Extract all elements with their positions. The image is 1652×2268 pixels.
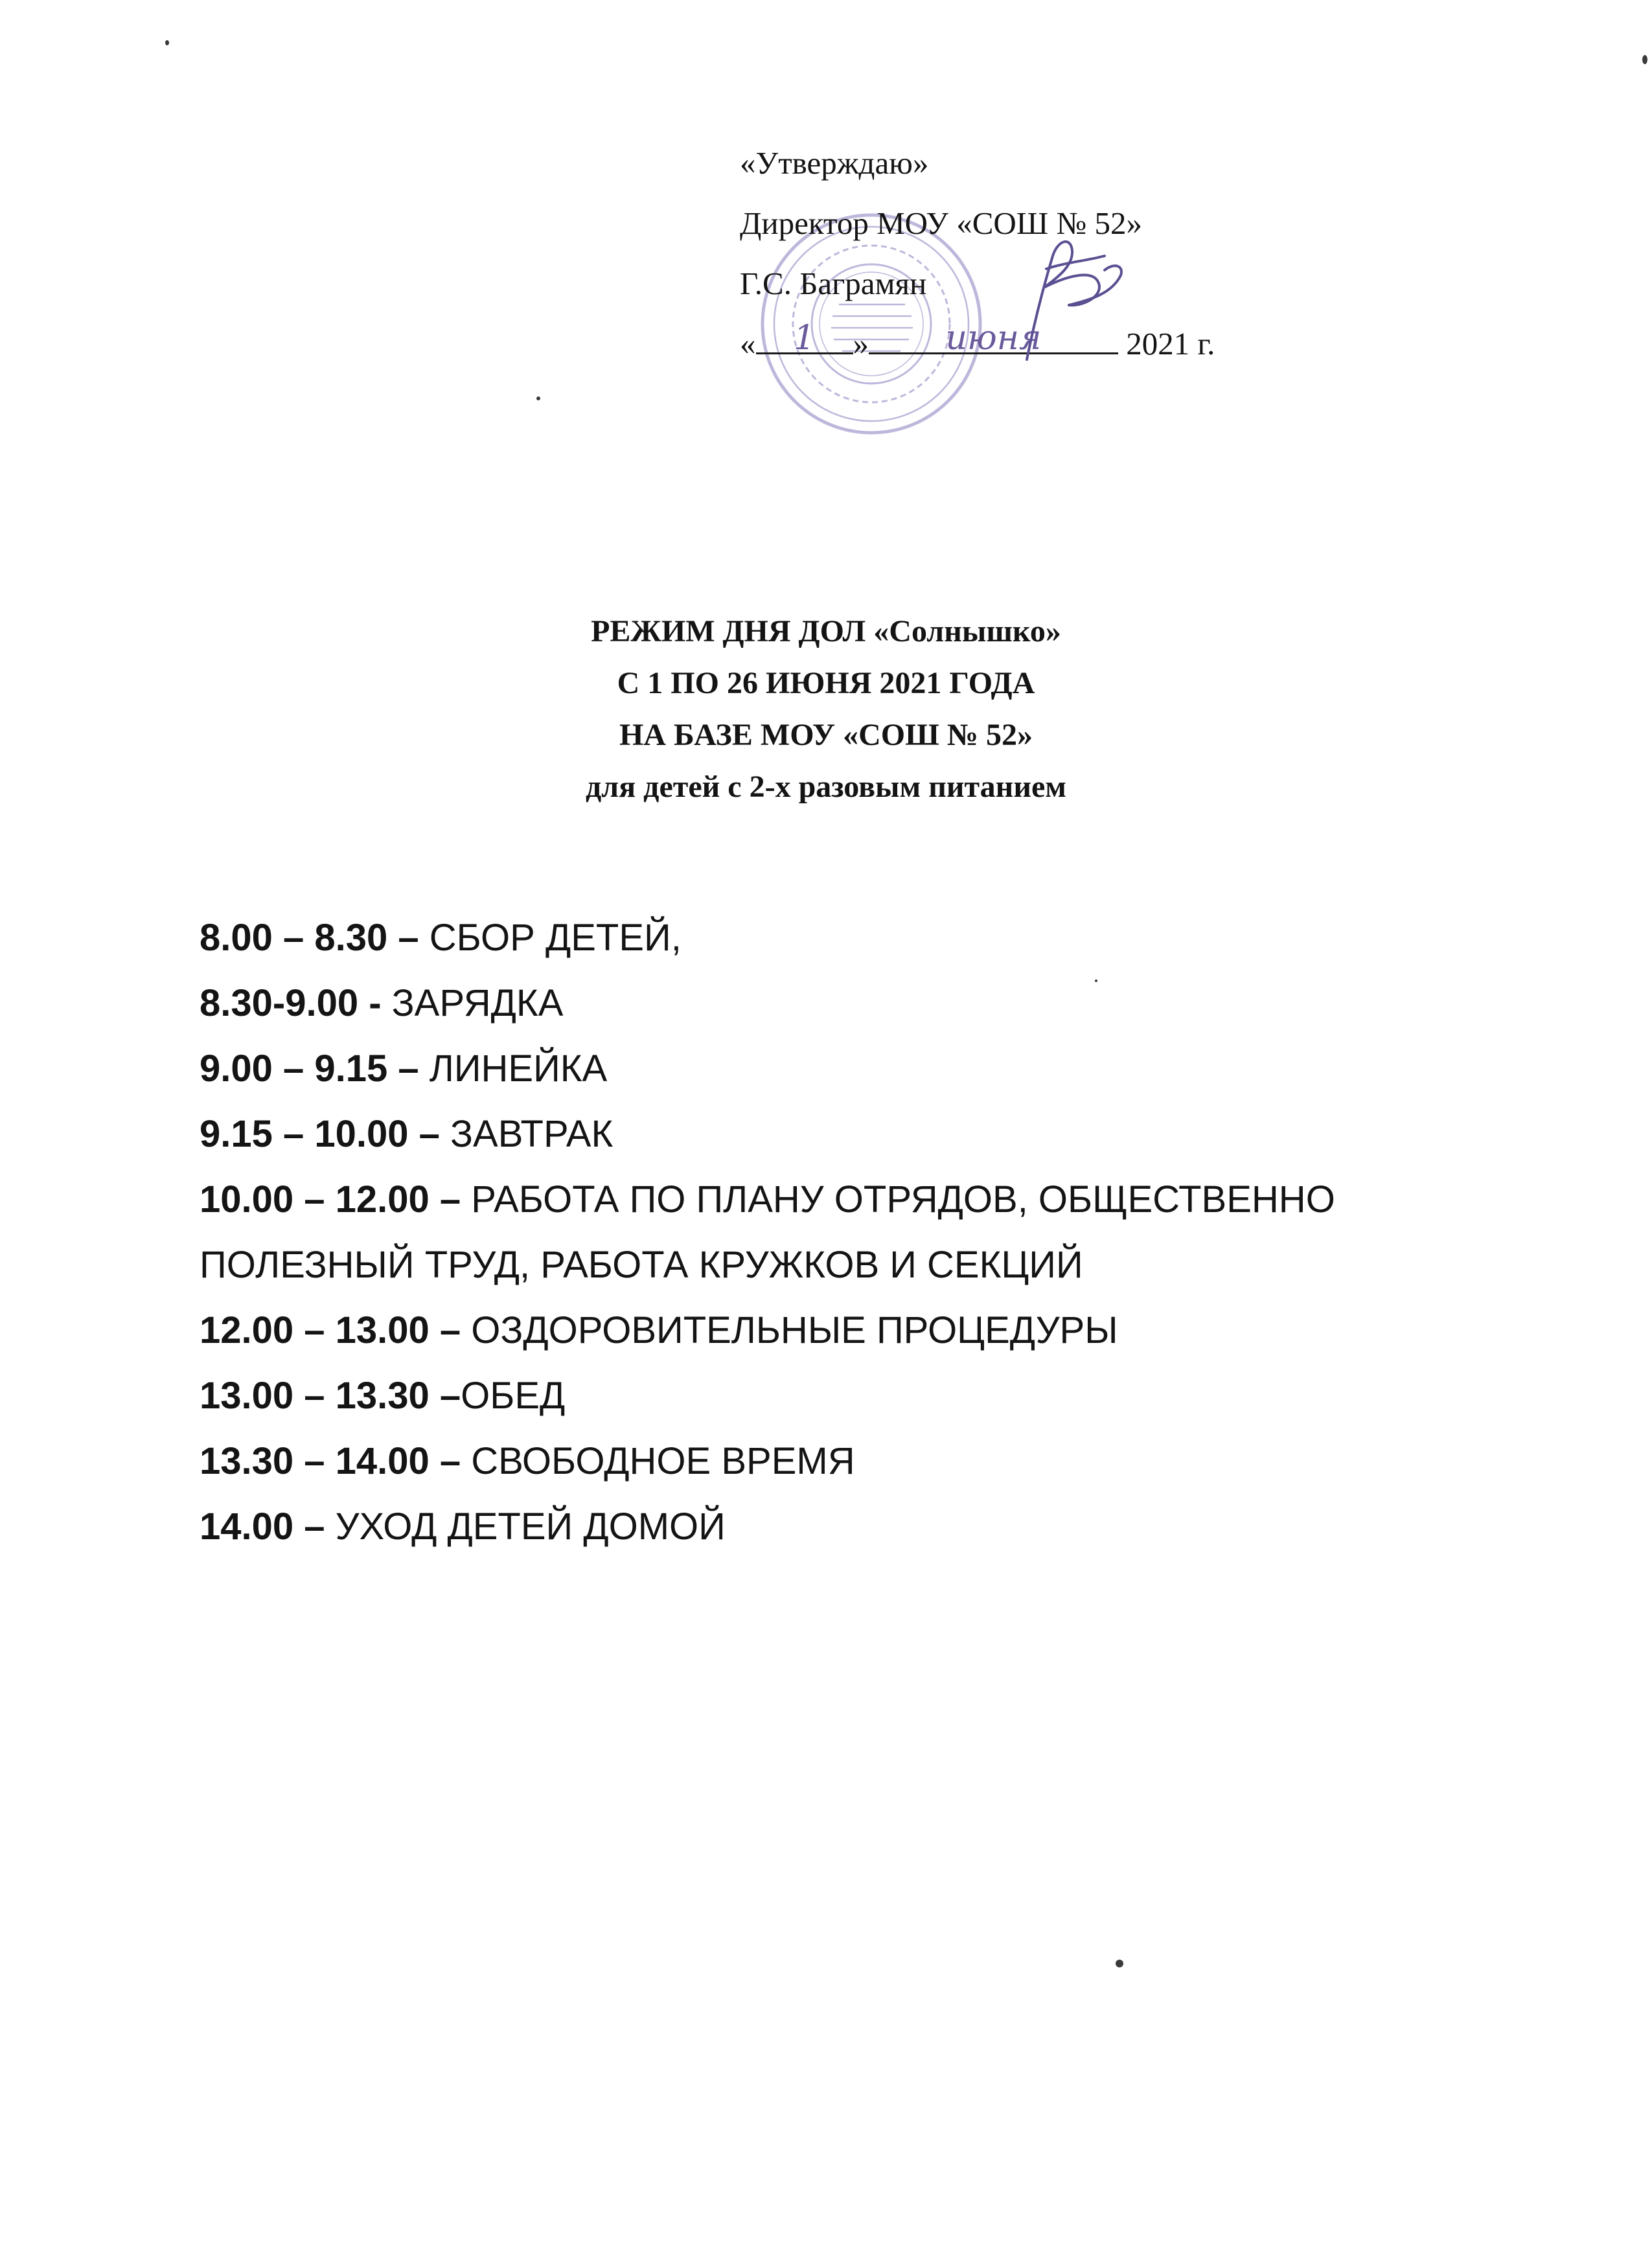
title-line-3: НА БАЗЕ МОУ «СОШ № 52» <box>619 718 1033 752</box>
schedule-activity: РАБОТА ПО ПЛАНУ ОТРЯДОВ, ОБЩЕСТВЕННО <box>461 1178 1335 1220</box>
schedule-time: 12.00 – 13.00 – <box>200 1309 461 1351</box>
schedule-activity: ОЗДОРОВИТЕЛЬНЫЕ ПРОЦЕДУРЫ <box>461 1309 1118 1351</box>
schedule-activity: СБОР ДЕТЕЙ, <box>419 917 682 959</box>
schedule-item <box>200 1494 1573 1559</box>
approval-date <box>740 314 1215 374</box>
schedule-activity: ПОЛЕЗНЫЙ ТРУД, РАБОТА КРУЖКОВ И СЕКЦИЙ <box>200 1244 1083 1286</box>
scan-speck <box>1095 979 1097 982</box>
approval-position: Директор МОУ «СОШ № 52» <box>740 205 1142 241</box>
schedule-item <box>200 1363 1573 1428</box>
schedule-activity: ОБЕД <box>461 1375 566 1417</box>
schedule-activity: СВОБОДНОЕ ВРЕМЯ <box>461 1440 855 1482</box>
daily-schedule <box>200 905 1573 1559</box>
title-line-1: РЕЖИМ ДНЯ ДОЛ «Солнышко» <box>591 614 1061 648</box>
date-year: 2021 г. <box>1126 326 1215 361</box>
date-month-handwritten: июня <box>945 319 1042 358</box>
schedule-item <box>200 1101 1573 1167</box>
title-line-4: для детей с 2-х разовым питанием <box>586 770 1066 804</box>
schedule-activity: УХОД ДЕТЕЙ ДОМОЙ <box>325 1506 726 1548</box>
scan-speck <box>536 396 540 400</box>
schedule-time: 9.00 – 9.15 – <box>200 1048 419 1090</box>
schedule-time: 9.15 – 10.00 – <box>200 1113 440 1155</box>
schedule-time: 13.00 – 13.30 – <box>200 1375 461 1417</box>
document-title <box>0 606 1652 813</box>
date-day-handwritten: 1 <box>793 319 816 358</box>
schedule-time: 10.00 – 12.00 – <box>200 1178 461 1220</box>
schedule-activity: ЗАВТРАК <box>439 1113 614 1155</box>
schedule-item <box>200 1428 1573 1494</box>
schedule-activity: ЗАРЯДКА <box>381 982 564 1024</box>
date-open-quote: « <box>740 326 756 361</box>
schedule-item <box>200 1298 1573 1363</box>
date-day-blank <box>756 319 853 358</box>
approval-label: «Утверждаю» <box>740 145 929 181</box>
scan-speck <box>1116 1960 1123 1967</box>
schedule-item <box>200 1167 1573 1232</box>
schedule-time: 13.30 – 14.00 – <box>200 1440 461 1482</box>
scan-speck <box>165 40 169 45</box>
director-signature-icon <box>1007 230 1130 366</box>
schedule-item <box>200 905 1573 970</box>
schedule-item <box>200 1232 1573 1298</box>
schedule-activity: ЛИНЕЙКА <box>419 1048 608 1090</box>
approval-name: Г.С. Баграмян <box>740 266 927 301</box>
schedule-time: 8.00 – 8.30 – <box>200 917 419 959</box>
schedule-item <box>200 1036 1573 1101</box>
date-close-quote: » <box>853 326 869 361</box>
scan-speck <box>1642 55 1647 64</box>
schedule-time: 14.00 – <box>200 1506 325 1548</box>
approval-block <box>740 133 1215 374</box>
schedule-time: 8.30-9.00 - <box>200 982 382 1024</box>
schedule-item <box>200 970 1573 1036</box>
title-line-2: С 1 ПО 26 ИЮНЯ 2021 ГОДА <box>617 666 1035 700</box>
